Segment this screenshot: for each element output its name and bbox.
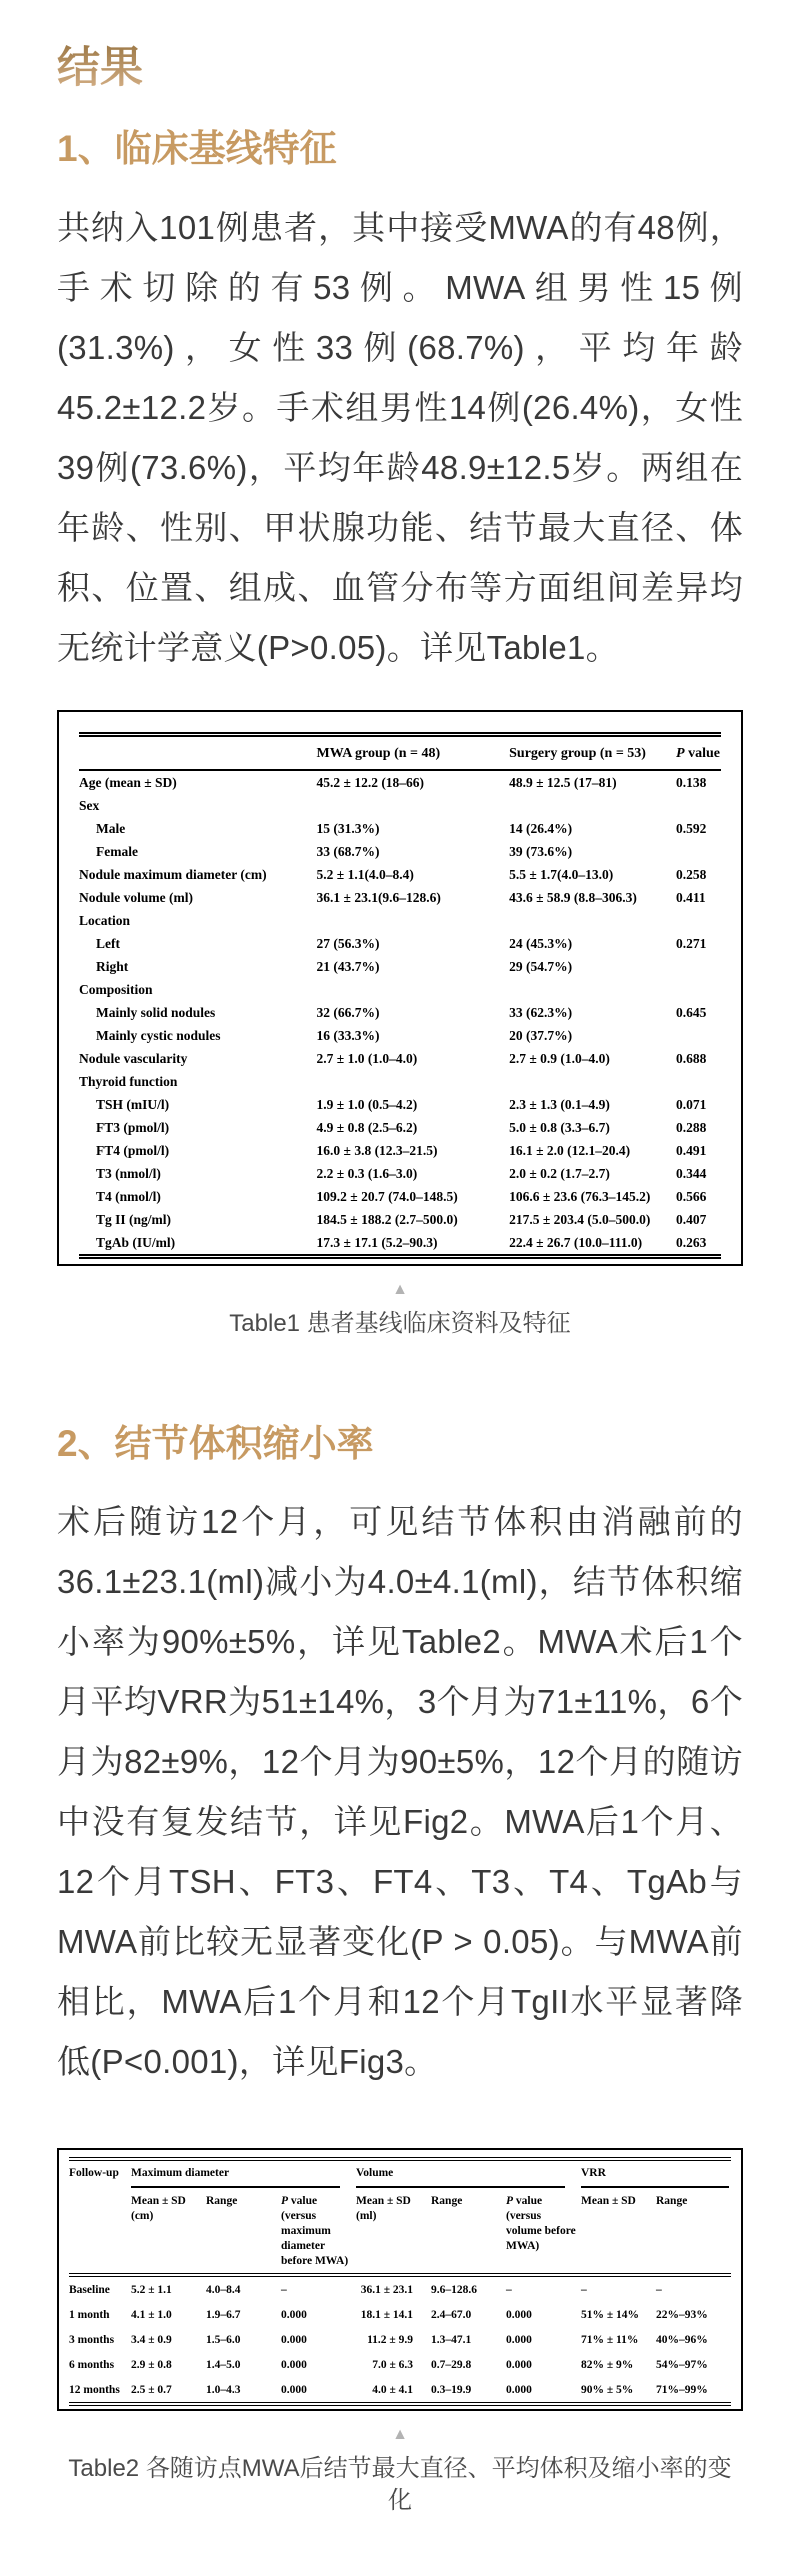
table1-header-empty (79, 734, 317, 770)
cell-v-range: 0.7–29.8 (431, 2358, 472, 2371)
cell-surgery (509, 978, 676, 1001)
cell-mwa: 15 (31.3%) (316, 820, 380, 836)
cell-mwa (317, 1070, 510, 1093)
table1-header-mwa: MWA group (n = 48) (317, 734, 510, 770)
cell-vrr-range: 40%–96% (656, 2333, 708, 2346)
cell-followup: 12 months (69, 2383, 120, 2396)
cell-label: Nodule vascularity (79, 1050, 188, 1066)
cell-label: TSH (mIU/l) (96, 1096, 170, 1112)
cell-p: 0.645 (676, 1004, 707, 1020)
cell-surgery: 33 (62.3%) (509, 1004, 573, 1020)
table-row (79, 1024, 721, 1047)
cell-d-p: 0.000 (281, 2383, 307, 2396)
cell-mwa: 5.2 ± 1.1(4.0–8.4) (316, 866, 414, 882)
cell-v-p: – (506, 2283, 512, 2296)
cell-v-p: 0.000 (506, 2383, 532, 2396)
cell-surgery: 2.0 ± 0.2 (1.7–2.7) (509, 1165, 610, 1181)
cell-p (676, 1024, 721, 1047)
cell-mwa: 184.5 ± 188.2 (2.7–500.0) (316, 1211, 458, 1227)
cell-label: Age (mean ± SD) (79, 774, 177, 790)
table2-subheader-vrr-range: Range (656, 2194, 688, 2207)
table-row (69, 2302, 731, 2327)
cell-surgery: 22.4 ± 26.7 (10.0–111.0) (509, 1234, 643, 1250)
table2-subheader-v-mean: Mean ± SD (ml) (356, 2194, 411, 2222)
cell-mwa: 2.2 ± 0.3 (1.6–3.0) (316, 1165, 418, 1181)
cell-v-p: 0.000 (506, 2358, 532, 2371)
cell-v-mean: 18.1 ± 14.1 (360, 2308, 413, 2321)
cell-label: FT3 (pmol/l) (96, 1119, 170, 1135)
table-row (79, 955, 721, 978)
cell-label: T4 (nmol/l) (96, 1188, 161, 1204)
cell-surgery: 5.5 ± 1.7(4.0–13.0) (509, 866, 614, 882)
cell-vrr-mean: 82% ± 9% (581, 2358, 634, 2371)
paragraph-1: 共纳入101例患者，其中接受MWA的有48例，手术切除的有53例。MWA组男性15例(31.3%)，女性33例(68.7%)，平均年龄45.2±12.2岁。手术组男性14例(26.4%)，女性39例(73.6%)，平均年龄48.9±12.5岁。两组在年龄、性别、甲状腺功能、结节最大直径、体积、位置、组成、血管分布等方面组间差异均无统计学意义(P>0.05)。详见Table1。 (57, 208, 743, 666)
table-row (79, 817, 721, 840)
cell-vrr-mean: 51% ± 14% (581, 2308, 640, 2321)
cell-surgery: 43.6 ± 58.9 (8.8–306.3) (509, 889, 637, 905)
table-row (79, 1047, 721, 1070)
cell-p: 0.138 (676, 774, 707, 790)
cell-v-mean: 7.0 ± 6.3 (372, 2358, 413, 2371)
cell-p: 0.263 (676, 1234, 707, 1250)
table-row (79, 794, 721, 817)
cell-vrr-range: 54%–97% (656, 2358, 708, 2371)
table1-figure (57, 710, 743, 1266)
cell-d-range: 1.5–6.0 (206, 2333, 241, 2346)
cell-surgery: 5.0 ± 0.8 (3.3–6.7) (509, 1119, 610, 1135)
cell-v-mean: 4.0 ± 4.1 (372, 2383, 413, 2396)
cell-v-range: 9.6–128.6 (431, 2283, 477, 2296)
cell-d-p: 0.000 (281, 2358, 307, 2371)
cell-v-range: 1.3–47.1 (431, 2333, 472, 2346)
cell-mwa: 27 (56.3%) (316, 935, 380, 951)
cell-surgery (509, 1070, 676, 1093)
table2-group-volume: Volume (356, 2159, 581, 2189)
cell-followup: 3 months (69, 2333, 115, 2346)
baseline-characteristics-table (79, 732, 721, 1259)
cell-vrr-mean: – (581, 2283, 587, 2296)
table-row (79, 909, 721, 932)
cell-surgery: 24 (45.3%) (509, 935, 573, 951)
cell-d-range: 4.0–8.4 (206, 2283, 241, 2296)
cell-p: 0.592 (676, 820, 707, 836)
table-row (79, 1070, 721, 1093)
cell-mwa (317, 794, 510, 817)
table2-subheader-d-pvalue: P value (versus maximum diameter before MWA) (281, 2194, 349, 2267)
cell-label: Mainly solid nodules (96, 1004, 216, 1020)
cell-mwa: 36.1 ± 23.1(9.6–128.6) (316, 889, 441, 905)
table-row (79, 840, 721, 863)
table2-group-header-row (69, 2159, 731, 2189)
cell-label: Left (96, 935, 120, 951)
table-row (79, 932, 721, 955)
cell-mwa: 32 (66.7%) (316, 1004, 380, 1020)
cell-v-mean: 11.2 ± 9.9 (367, 2333, 413, 2346)
table-row (79, 863, 721, 886)
cell-followup: Baseline (69, 2283, 110, 2296)
cell-vrr-range: 71%–99% (656, 2383, 708, 2396)
cell-mwa: 33 (68.7%) (316, 843, 380, 859)
page-title: 结果 (57, 45, 143, 92)
table-row (69, 2275, 731, 2302)
table2-group-max-diameter: Maximum diameter (131, 2159, 356, 2189)
table1-header-row (79, 734, 721, 770)
cell-surgery (509, 909, 676, 932)
cell-d-range: 1.4–5.0 (206, 2358, 241, 2371)
cell-d-mean: 5.2 ± 1.1 (131, 2283, 172, 2296)
collapse-triangle-icon[interactable]: ▲ (392, 1280, 408, 1298)
cell-mwa: 45.2 ± 12.2 (18–66) (316, 774, 425, 790)
table2-sub-header-row (69, 2189, 731, 2275)
cell-p: 0.688 (676, 1050, 707, 1066)
cell-p (676, 955, 721, 978)
table2-header-followup: Follow-up (69, 2167, 119, 2180)
cell-mwa: 21 (43.7%) (316, 958, 380, 974)
cell-vrr-mean: 90% ± 5% (581, 2383, 634, 2396)
cell-d-mean: 3.4 ± 0.9 (131, 2333, 172, 2346)
cell-p: 0.566 (676, 1188, 707, 1204)
cell-label: Right (96, 958, 129, 974)
cell-d-p: 0.000 (281, 2333, 307, 2346)
cell-p (676, 909, 721, 932)
cell-d-p: 0.000 (281, 2308, 307, 2321)
paragraph-2: 术后随访12个月，可见结节体积由消融前的36.1±23.1(ml)减小为4.0±4.1(ml)，结节体积缩小率为90%±5%，详见Table2。MWA术后1个月平均VRR为51±14%，3个月为71±11%，6个月为82±9%，12个月为90±5%，12个月的随访中没有复发结节，详见Fig2。MWA后1个月、12个月TSH、FT3、FT4、T3、T4、TgAb与MWA前比较无显著变化(P > 0.05)。与MWA前相比，MWA后1个月和12个月TgII水平显著降低(P<0.001)，详见Fig3。 (57, 1503, 743, 2081)
cell-vrr-range: 22%–93% (656, 2308, 708, 2321)
table-row (69, 2352, 731, 2377)
cell-surgery: 2.7 ± 0.9 (1.0–4.0) (509, 1050, 610, 1066)
table2-subheader-v-pvalue: P value (versus volume before MWA) (506, 2194, 576, 2252)
cell-p: 0.071 (676, 1096, 707, 1112)
cell-mwa: 2.7 ± 1.0 (1.0–4.0) (316, 1050, 418, 1066)
table-row (69, 2327, 731, 2352)
cell-d-mean: 2.9 ± 0.8 (131, 2358, 172, 2371)
table-row (79, 1185, 721, 1208)
cell-mwa: 4.9 ± 0.8 (2.5–6.2) (316, 1119, 418, 1135)
table2-subheader-d-range: Range (206, 2194, 238, 2207)
cell-mwa: 109.2 ± 20.7 (74.0–148.5) (316, 1188, 458, 1204)
table-row (79, 770, 721, 794)
cell-p: 0.491 (676, 1142, 707, 1158)
cell-label: Composition (79, 981, 153, 997)
cell-mwa (317, 909, 510, 932)
cell-label: Nodule volume (ml) (79, 889, 193, 905)
table-row (69, 2377, 731, 2404)
cell-d-range: 1.0–4.3 (206, 2383, 241, 2396)
table-row (79, 886, 721, 909)
table-row (79, 1162, 721, 1185)
cell-label: Location (79, 912, 131, 928)
table1-header-surgery: Surgery group (n = 53) (509, 734, 676, 770)
cell-surgery: 217.5 ± 203.4 (5.0–500.0) (509, 1211, 651, 1227)
cell-label: Sex (79, 797, 100, 813)
cell-p (676, 794, 721, 817)
cell-p (676, 840, 721, 863)
cell-label: TgAb (IU/ml) (96, 1234, 176, 1250)
table1-header-pvalue: P value (676, 734, 721, 770)
collapse-triangle-icon[interactable]: ▲ (392, 2425, 408, 2443)
cell-followup: 1 month (69, 2308, 110, 2321)
cell-surgery (509, 794, 676, 817)
cell-vrr-range: – (656, 2283, 662, 2296)
cell-label: Female (96, 843, 138, 859)
cell-mwa: 17.3 ± 17.1 (5.2–90.3) (316, 1234, 438, 1250)
cell-surgery: 16.1 ± 2.0 (12.1–20.4) (509, 1142, 631, 1158)
table2-subheader-d-mean: Mean ± SD (cm) (131, 2194, 186, 2222)
table-row (79, 1093, 721, 1116)
cell-p: 0.344 (676, 1165, 707, 1181)
cell-v-p: 0.000 (506, 2308, 532, 2321)
cell-followup: 6 months (69, 2358, 115, 2371)
cell-mwa (317, 978, 510, 1001)
section-heading-2: 2、结节体积缩小率 (57, 1422, 374, 1464)
cell-d-range: 1.9–6.7 (206, 2308, 241, 2321)
cell-p: 0.258 (676, 866, 707, 882)
cell-p: 0.411 (676, 889, 706, 905)
cell-v-range: 2.4–67.0 (431, 2308, 472, 2321)
table-row (79, 1001, 721, 1024)
cell-v-range: 0.3–19.9 (431, 2383, 472, 2396)
table2-subheader-vrr-mean: Mean ± SD (581, 2194, 636, 2207)
cell-label: Male (96, 820, 126, 836)
table-row (79, 1116, 721, 1139)
cell-vrr-mean: 71% ± 11% (581, 2333, 639, 2346)
cell-label: Mainly cystic nodules (96, 1027, 221, 1043)
cell-d-mean: 2.5 ± 0.7 (131, 2383, 172, 2396)
cell-d-p: – (281, 2283, 287, 2296)
table2-group-vrr: VRR (581, 2159, 731, 2189)
cell-surgery: 2.3 ± 1.3 (0.1–4.9) (509, 1096, 610, 1112)
cell-label: Nodule maximum diameter (cm) (79, 866, 267, 882)
cell-surgery: 14 (26.4%) (509, 820, 573, 836)
cell-p: 0.271 (676, 935, 707, 951)
cell-v-mean: 36.1 ± 23.1 (360, 2283, 413, 2296)
table2-caption: Table2 各随访点MWA后结节最大直径、平均体积及缩小率的变化 (68, 2454, 732, 2515)
cell-p (676, 978, 721, 1001)
cell-p: 0.288 (676, 1119, 707, 1135)
cell-mwa: 16.0 ± 3.8 (12.3–21.5) (316, 1142, 438, 1158)
cell-label: T3 (nmol/l) (96, 1165, 161, 1181)
cell-surgery: 48.9 ± 12.5 (17–81) (509, 774, 617, 790)
cell-mwa: 16 (33.3%) (316, 1027, 380, 1043)
cell-mwa: 1.9 ± 1.0 (0.5–4.2) (316, 1096, 418, 1112)
table1-caption: Table1 患者基线临床资料及特征 (229, 1309, 571, 1337)
cell-p (676, 1070, 721, 1093)
cell-label: Thyroid function (79, 1073, 178, 1089)
table-row (79, 1208, 721, 1231)
cell-surgery: 106.6 ± 23.6 (76.3–145.2) (509, 1188, 651, 1204)
cell-surgery: 20 (37.7%) (509, 1027, 573, 1043)
cell-surgery: 39 (73.6%) (509, 843, 573, 859)
cell-p: 0.407 (676, 1211, 707, 1227)
cell-label: Tg II (ng/ml) (96, 1211, 172, 1227)
cell-surgery: 29 (54.7%) (509, 958, 573, 974)
section-heading-1: 1、临床基线特征 (57, 128, 337, 170)
cell-v-p: 0.000 (506, 2333, 532, 2346)
table-row (79, 1231, 721, 1257)
followup-table (69, 2157, 731, 2406)
table2-subheader-v-range: Range (431, 2194, 463, 2207)
table-row (79, 978, 721, 1001)
table2-figure (57, 2148, 743, 2411)
table-row (79, 1139, 721, 1162)
cell-d-mean: 4.1 ± 1.0 (131, 2308, 172, 2321)
cell-label: FT4 (pmol/l) (96, 1142, 170, 1158)
